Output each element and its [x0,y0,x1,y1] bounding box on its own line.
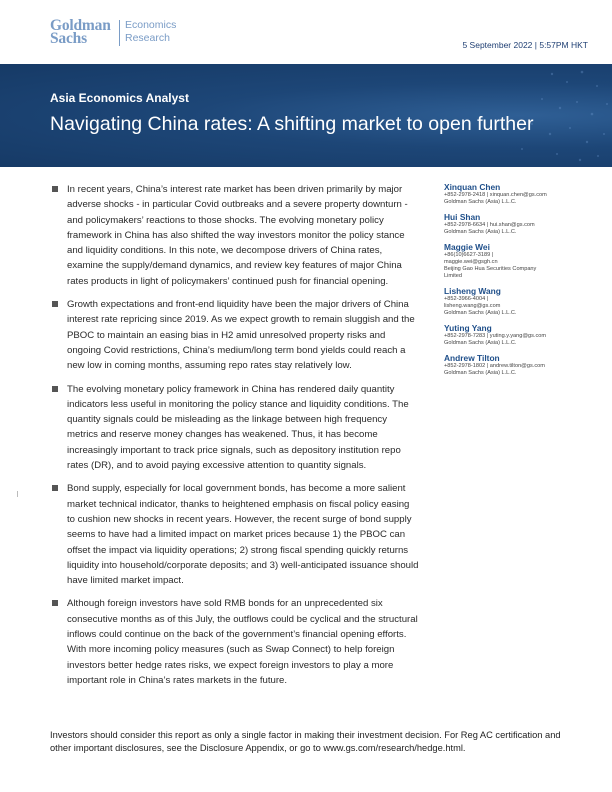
author-name[interactable]: Andrew Tilton [444,353,500,363]
author-list [444,182,604,383]
author-contact: +86(10)6627-3189 | [444,252,494,258]
author-entry [444,242,604,280]
author-entry [444,323,604,347]
bullet-item: The evolving monetary policy framework in China has rendered daily quantity indicators less useful in monitoring the policy stance and liquidity conditions. The quantity signals could be misleading as the linkage between high frequency metrics and reserve money changes has weakened. Thus, it has become increasingly important to track price signals, such as depository institution repo rates (DR), and to avoid paying excessive attention to quantity signals. [50,382,420,474]
author-entry [444,182,604,206]
bullet-square-icon [52,485,58,491]
logo-divider [119,20,120,46]
bullet-item: Bond supply, especially for local government bonds, has become a more salient market technical indicator, thanks to heightened emphasis on fiscal policy easing to cushion new shocks in recent years. However, the recent surge of bond supply seems to have had a limited impact on market prices because 1) the PBOC can offset the impact via liquidity operations; 2) strong fiscal spending quickly returns liquidity into household/corporate deposits; and 3) well-anticipated issuance should have limited market impact. [50,481,420,588]
author-firm: Goldman Sachs (Asia) L.L.C. [444,370,517,376]
title-banner [0,64,612,167]
author-name[interactable]: Lisheng Wang [444,286,501,296]
bullet-item: In recent years, China’s interest rate market has been driven primarily by major adverse shocks - in particular Covid outbreaks and a severe property downturn - and policymakers’ reactions to those shocks. The evolving monetary policy framework in China has also shifted the way investors monitor the policy stance and liquidity conditions. In this note, we decompose drivers of China rates, examine the supply/demand dynamics, and review key features of major China rates products in light of policymakers’ continued push for financial opening. [50,182,420,289]
series-name: Asia Economics Analyst [50,91,189,105]
author-contact[interactable]: +852-2978-7283 | yuting.y.yang@gs.com [444,333,547,339]
author-contact[interactable]: +852-2978-6634 | hui.shan@gs.com [444,222,535,228]
bullet-item: Growth expectations and front-end liquidity have been the major drivers of China interest rate repricing since 2019. As we expect growth to remain sluggish and the PBOC to maintain an easing bias in H2 amid unresolved property risks and ongoing Covid restrictions, China’s medium/long term bond yields could reach a new low in coming months, assuming repo rates stay relatively low. [50,297,420,373]
author-firm: Beijing Gao Hua Securities Company [444,266,537,272]
bullet-square-icon [52,186,58,192]
report-title: Navigating China rates: A shifting market to open further [50,113,534,135]
bullet-item: Although foreign investors have sold RMB bonds for an unprecedented six consecutive months as of this July, the outflows could be cyclical and the structural inflows could continue on the back of the government’s financial opening efforts. With more incoming policy measures (such as Swap Connect) to help foreign investors better hedge rates risks, we expect foreign investors to play a more important role in China’s rates markets in the future. [50,596,420,688]
margin-mark [17,491,18,497]
author-contact[interactable]: +852-2978-2418 | xinquan.chen@gs.com [444,192,547,198]
logo-dept-line-2: Research [125,32,170,44]
author-entry [444,212,604,236]
author-email[interactable]: lisheng.wang@gs.com [444,303,501,309]
logo-dept-line-1: Economics [125,19,177,31]
page-header [0,0,612,64]
author-name[interactable]: Hui Shan [444,212,481,222]
author-firm: Goldman Sachs (Asia) L.L.C. [444,199,517,205]
author-email[interactable]: maggie.wei@gsgh.cn [444,259,498,265]
report-date: 5 September 2022 | 5:57PM HKT [462,40,588,50]
author-contact[interactable]: +852-2978-1802 | andrew.tilton@gs.com [444,363,545,369]
author-entry [444,286,604,317]
summary-bullets [50,182,420,696]
author-name[interactable]: Maggie Wei [444,242,490,252]
author-name[interactable]: Xinquan Chen [444,182,501,192]
bullet-square-icon [52,301,58,307]
author-firm: Goldman Sachs (Asia) L.L.C. [444,310,517,316]
logo-line-2: Sachs [50,30,87,47]
author-name[interactable]: Yuting Yang [444,323,492,333]
author-entry [444,353,604,377]
author-contact: +852-3966-4004 | [444,296,489,302]
author-firm: Goldman Sachs (Asia) L.L.C. [444,340,517,346]
logo-line-1: Goldman [50,17,111,34]
disclosure-footer: Investors should consider this report as only a single factor in making their investment decision. For Reg AC certification and other important disclosures, see the Disclosure Appendix, or go to www.gs.com/research/hedge.html. [50,730,561,753]
bullet-square-icon [52,600,58,606]
bullet-square-icon [52,386,58,392]
author-firm: Goldman Sachs (Asia) L.L.C. [444,229,517,235]
author-firm: Limited [444,273,463,279]
